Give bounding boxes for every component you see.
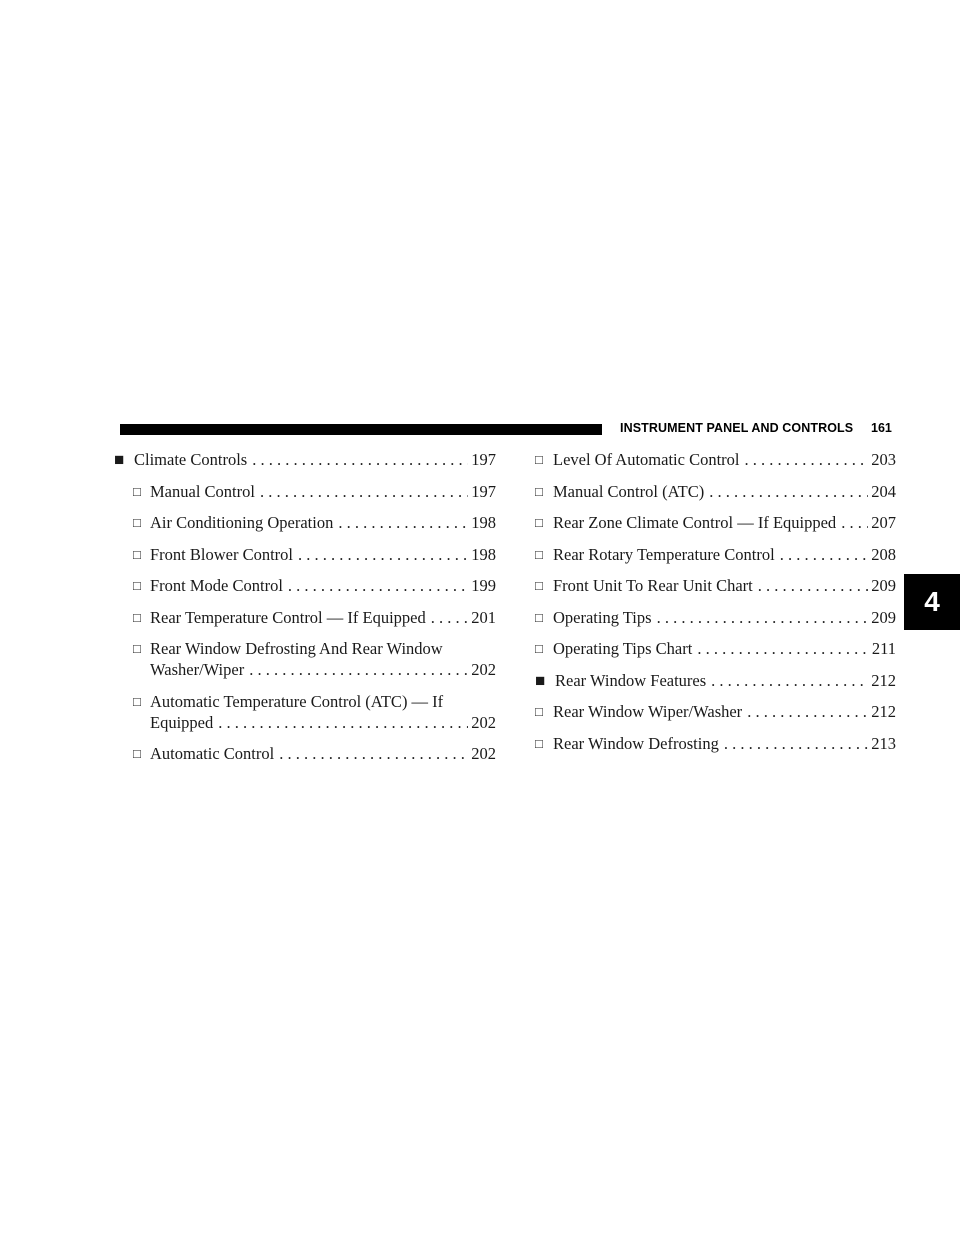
- toc-entry-page: 204: [871, 481, 896, 501]
- dot-leader: [745, 449, 869, 470]
- toc-entry-title: Manual Control (ATC): [553, 481, 705, 501]
- toc-entry-title: Equipped: [150, 712, 214, 732]
- toc-entry-title: Rear Rotary Temperature Control: [553, 544, 775, 564]
- dot-leader: [338, 512, 468, 533]
- hollow-square-icon: □: [535, 704, 543, 719]
- toc-subsection-entry[interactable]: [535, 701, 896, 722]
- toc-section-entry[interactable]: [114, 449, 496, 470]
- hollow-square-icon: □: [133, 693, 141, 709]
- toc-entry-title: Rear Window Features: [555, 670, 707, 690]
- hollow-square-icon: □: [133, 483, 141, 499]
- toc-entry-title: Manual Control: [150, 481, 255, 501]
- toc-entry-page: 211: [871, 639, 896, 658]
- toc-subsection-entry[interactable]: [535, 733, 896, 754]
- toc-subsection-entry[interactable]: [114, 638, 496, 680]
- solid-square-icon: ■: [535, 670, 546, 690]
- solid-square-icon: ■: [114, 450, 125, 469]
- toc-entry-page: 197: [471, 450, 496, 469]
- dot-leader: [431, 607, 469, 628]
- toc-column-left: [114, 449, 496, 775]
- toc-entry-page: 209: [871, 576, 896, 595]
- toc-entry-page: 202: [471, 660, 496, 679]
- hollow-square-icon: □: [133, 609, 141, 625]
- toc-entry-page: 197: [471, 481, 496, 501]
- running-header-title: INSTRUMENT PANEL AND CONTROLS: [620, 421, 854, 435]
- hollow-square-icon: □: [535, 515, 543, 530]
- toc-entry-title: Front Unit To Rear Unit Chart: [553, 576, 753, 595]
- toc-entry-title: Rear Window Wiper/Washer: [553, 702, 743, 721]
- toc-entry-title: Front Blower Control: [150, 544, 293, 564]
- chapter-tab[interactable]: 4: [904, 574, 960, 630]
- header-rule: [120, 424, 602, 435]
- toc-subsection-entry[interactable]: [535, 638, 896, 659]
- dot-leader: [298, 544, 468, 565]
- dot-leader: [218, 712, 468, 733]
- dot-leader: [709, 481, 868, 502]
- toc-column-right: [535, 449, 896, 764]
- dot-leader: [252, 449, 468, 470]
- dot-leader: [747, 701, 868, 722]
- toc-entry-title: Rear Zone Climate Control — If Equipped: [553, 513, 837, 532]
- toc-subsection-entry[interactable]: [535, 544, 896, 565]
- toc-subsection-entry[interactable]: [535, 449, 896, 470]
- toc-subsection-entry[interactable]: [114, 743, 496, 764]
- hollow-square-icon: □: [535, 452, 543, 467]
- toc-entry-page: 207: [871, 513, 896, 532]
- toc-subsection-entry[interactable]: [114, 481, 496, 502]
- toc-entry-page: 198: [471, 513, 496, 532]
- dot-leader: [249, 659, 468, 680]
- hollow-square-icon: □: [133, 578, 141, 593]
- toc-entry-page: 199: [471, 576, 496, 595]
- toc-subsection-entry[interactable]: [535, 607, 896, 628]
- toc-entry-title: Level Of Automatic Control: [553, 450, 740, 469]
- toc-entry-page: 198: [471, 544, 496, 564]
- toc-entry-title: Climate Controls: [134, 450, 248, 469]
- toc-subsection-entry[interactable]: [535, 512, 896, 533]
- toc-entry-page: 202: [471, 712, 496, 732]
- hollow-square-icon: □: [535, 483, 543, 499]
- toc-entry-title: Operating Tips Chart: [553, 639, 693, 658]
- hollow-square-icon: □: [133, 641, 141, 656]
- toc-subsection-entry[interactable]: [114, 691, 496, 733]
- toc-section-entry[interactable]: [535, 670, 896, 691]
- hollow-square-icon: □: [535, 546, 543, 562]
- toc-entry-page: 208: [871, 544, 896, 564]
- toc-entry-page: 201: [471, 607, 496, 627]
- hollow-square-icon: □: [535, 578, 543, 593]
- toc-entry-page: 202: [471, 744, 496, 763]
- toc-entry-page: 213: [871, 733, 896, 753]
- dot-leader: [711, 670, 868, 691]
- page-number: 161: [871, 421, 892, 435]
- hollow-square-icon: □: [535, 641, 543, 656]
- dot-leader: [780, 544, 869, 565]
- dot-leader: [758, 575, 869, 596]
- dot-leader: [279, 743, 468, 764]
- toc-entry-title-line1: Automatic Temperature Control (ATC) — If: [150, 691, 444, 711]
- toc-entry-title: Washer/Wiper: [150, 660, 245, 679]
- dot-leader: [260, 481, 468, 502]
- toc-subsection-entry[interactable]: [114, 512, 496, 533]
- dot-leader: [697, 638, 869, 659]
- dot-leader: [841, 512, 868, 533]
- toc-entry-title: Operating Tips: [553, 607, 652, 627]
- toc-subsection-entry[interactable]: [114, 544, 496, 565]
- hollow-square-icon: □: [133, 515, 141, 530]
- dot-leader: [288, 575, 468, 596]
- hollow-square-icon: □: [133, 546, 141, 562]
- toc-entry-title-line1: Rear Window Defrosting And Rear Window: [150, 639, 443, 658]
- dot-leader: [657, 607, 869, 628]
- dot-leader: [724, 733, 868, 754]
- toc-entry-page: 203: [871, 450, 896, 469]
- toc-subsection-entry[interactable]: [535, 575, 896, 596]
- toc-entry-title: Front Mode Control: [150, 576, 283, 595]
- toc-entry-title: Rear Window Defrosting: [553, 733, 719, 753]
- toc-entry-page: 212: [871, 670, 896, 690]
- toc-subsection-entry[interactable]: [114, 575, 496, 596]
- toc-subsection-entry[interactable]: [114, 607, 496, 628]
- hollow-square-icon: □: [535, 735, 543, 751]
- toc-entry-title: Rear Temperature Control — If Equipped: [150, 607, 426, 627]
- hollow-square-icon: □: [133, 746, 141, 761]
- toc-entry-page: 209: [871, 607, 896, 627]
- hollow-square-icon: □: [535, 609, 543, 625]
- toc-entry-title: Air Conditioning Operation: [150, 513, 334, 532]
- toc-subsection-entry[interactable]: [535, 481, 896, 502]
- toc-entry-title: Automatic Control: [150, 744, 275, 763]
- toc-entry-page: 212: [871, 702, 896, 721]
